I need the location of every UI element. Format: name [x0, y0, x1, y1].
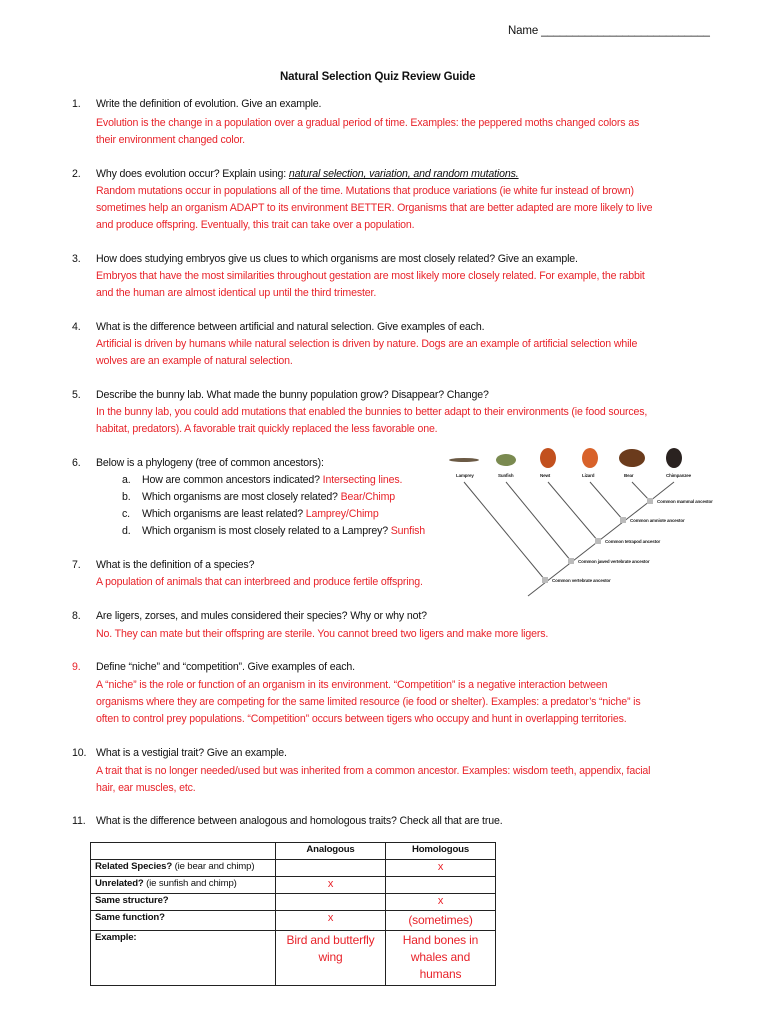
answer-line: their environment changed color.: [96, 134, 245, 146]
cell-homologous: [386, 877, 496, 894]
animal-newt-icon: [540, 448, 556, 468]
organism-label: Lamprey: [456, 473, 474, 478]
table-row: [91, 911, 496, 931]
column-header: Analogous: [276, 843, 386, 860]
ancestor-node: [620, 517, 626, 523]
question-text: What is a vestigial trait? Give an example.: [96, 747, 287, 759]
answer-line: Artificial is driven by humans while natural selection is driven by nature. Dogs are an example of artificial selection while: [96, 338, 638, 350]
question-number: 7.: [72, 559, 81, 571]
answer-line: organisms where they are competing for the same limited resource (ie food or shelter). Examples: a predator’s “niche” is: [96, 696, 641, 708]
cell-homologous: x: [386, 860, 496, 877]
organism-label: Chimpanzee: [666, 473, 692, 478]
row-label-text: Same structure?: [95, 895, 169, 906]
question-number: 8.: [72, 610, 81, 622]
row-label: [91, 911, 276, 931]
ancestor-label: Common tetrapod ancestor: [605, 539, 661, 544]
question-text: Define “niche” and “competition”. Give examples of each.: [96, 661, 355, 673]
cell-homologous: (sometimes): [386, 911, 496, 931]
answer-line: A “niche” is the role or function of an organism in its environment. “Competition” is a negative interaction between: [96, 679, 608, 691]
branch-line: [464, 482, 545, 580]
branch-line: [590, 482, 623, 520]
row-label: [91, 931, 276, 986]
answer-line: A trait that is no longer needed/used but was inherited from a common ancestor. Examples: wisdom teeth, appendix, facial: [96, 765, 651, 777]
answer-line: and the human are almost identical up until the third trimester.: [96, 287, 377, 299]
row-label-text: Example:: [95, 932, 137, 943]
branch-line: [506, 482, 571, 561]
cell-analogous: [276, 860, 386, 877]
sub-question-text: How are common ancestors indicated?: [142, 474, 323, 486]
question-number: 2.: [72, 168, 81, 180]
animal-chimpanzee-icon: [666, 448, 682, 468]
question-number: 5.: [72, 389, 81, 401]
question-number: 6.: [72, 457, 81, 469]
phylogeny-diagram: [440, 440, 740, 600]
organism-label: Newt: [540, 473, 551, 478]
answer-line: Random mutations occur in populations all of the time. Mutations that produce variations (ie white fur instead of brown): [96, 185, 634, 197]
question-text: How does studying embryos give us clues to which organisms are most closely related? Give an example.: [96, 253, 578, 265]
row-label-note: (ie bear and chimp): [172, 861, 255, 872]
ancestor-label: Common jawed vertebrate ancestor: [578, 559, 650, 564]
row-label-text: Same function?: [95, 912, 165, 923]
question-number: 4.: [72, 321, 81, 333]
sub-answer: Sunfish: [390, 525, 426, 537]
organism-label: Sunfish: [498, 473, 514, 478]
sub-letter: d.: [122, 525, 131, 537]
question-text: Describe the bunny lab. What made the bunny population grow? Disappear? Change?: [96, 389, 489, 401]
question-number: 3.: [72, 253, 81, 265]
animal-lamprey-icon: [449, 458, 479, 462]
answer-line: habitat, predators). A favorable trait quickly replaced the less favorable one.: [96, 423, 438, 435]
table-row: [91, 877, 496, 894]
animal-sunfish-icon: [496, 454, 516, 466]
question-text: Below is a phylogeny (tree of common ancestors):: [96, 457, 324, 469]
name-field[interactable]: Name ___________________________: [508, 25, 710, 37]
cell-analogous: [276, 894, 386, 911]
answer-line: and produce offspring. Eventually, this trait can take over a population.: [96, 219, 415, 231]
sub-answer: Lamprey/Chimp: [305, 508, 379, 520]
sub-question: [142, 474, 402, 486]
sub-letter: a.: [122, 474, 131, 486]
sub-question: [142, 525, 425, 537]
sub-question: [142, 491, 395, 503]
table-row: [91, 894, 496, 911]
organism-label: Lizard: [582, 473, 595, 478]
row-label: [91, 877, 276, 894]
question-number: 11.: [72, 815, 86, 827]
question-number: 9.: [72, 661, 81, 673]
column-header: Homologous: [386, 843, 496, 860]
ancestor-node: [647, 498, 653, 504]
ancestor-label: Common vertebrate ancestor: [552, 578, 611, 583]
sub-question-text: Which organisms are least related?: [142, 508, 306, 520]
row-label-note: (ie sunfish and chimp): [143, 878, 237, 889]
cell-homologous: Hand bones in whales and humans: [386, 931, 496, 986]
question-text: [96, 168, 519, 180]
sub-letter: c.: [122, 508, 130, 520]
answer-line: wolves are an example of natural selection.: [96, 355, 293, 367]
question-text: What is the definition of a species?: [96, 559, 255, 571]
cell-analogous: x: [276, 877, 386, 894]
page-title: Natural Selection Quiz Review Guide: [280, 71, 476, 83]
table-row: [91, 860, 496, 877]
ancestor-node: [542, 577, 548, 583]
ancestor-node: [595, 538, 601, 544]
question-text: Write the definition of evolution. Give an example.: [96, 98, 322, 110]
sub-answer: Intersecting lines.: [322, 474, 403, 486]
answer-line: sometimes help an organism ADAPT to its environment BETTER. Organisms that are better adapted are more likely to live: [96, 202, 653, 214]
sub-letter: b.: [122, 491, 131, 503]
answer-line: In the bunny lab, you could add mutations that enabled the bunnies to better adapt to their environments (ie food sources,: [96, 406, 648, 418]
ancestor-label: Common amniote ancestor: [630, 518, 685, 523]
sub-question-text: Which organisms are most closely related?: [142, 491, 341, 503]
question-text: What is the difference between analogous and homologous traits? Check all that are true.: [96, 815, 503, 827]
answer-line: often to control prey populations. “Competition” occurs between tigers who occupy and hunt in overlapping territories.: [96, 713, 627, 725]
question-number: 10.: [72, 747, 87, 759]
row-label-text: Related Species?: [95, 861, 173, 872]
animal-bear-icon: [619, 449, 645, 467]
question-number: 1.: [72, 98, 81, 110]
sub-question-text: Which organism is most closely related to a Lamprey?: [142, 525, 391, 537]
answer-line: No. They can mate but their offspring are sterile. You cannot breed two ligers and make more ligers.: [96, 628, 549, 640]
ancestor-node: [568, 558, 574, 564]
organism-label: Bear: [624, 473, 634, 478]
cell-homologous: x: [386, 894, 496, 911]
question-text: What is the difference between artificial and natural selection. Give examples of each.: [96, 321, 485, 333]
question-text-part: Why does evolution occur? Explain using:: [96, 168, 289, 180]
sub-answer: Bear/Chimp: [340, 491, 396, 503]
row-label-text: Unrelated?: [95, 878, 144, 889]
answer-line: hair, ear muscles, etc.: [96, 782, 196, 794]
table-row: [91, 931, 496, 986]
branch-line: [548, 482, 598, 541]
question-text: Are ligers, zorses, and mules considered their species? Why or why not?: [96, 610, 427, 622]
cell-analogous: x: [276, 911, 386, 931]
ancestor-label: Common mammal ancestor: [657, 499, 713, 504]
answer-line: Evolution is the change in a population over a gradual period of time. Examples: the peppered moths changed colors as: [96, 117, 640, 129]
row-label: [91, 894, 276, 911]
table-header-row: [91, 843, 496, 860]
row-label: [91, 860, 276, 877]
question-emphasis: natural selection, variation, and random mutations.: [288, 168, 519, 180]
answer-line: Embryos that have the most similarities throughout gestation are most likely more closely related. For example, the rabbit: [96, 270, 645, 282]
sub-question: [142, 508, 379, 520]
answer-line: A population of animals that can interbreed and produce fertile offspring.: [96, 576, 423, 588]
cell-analogous: Bird and butterfly wing: [276, 931, 386, 986]
animal-lizard-icon: [582, 448, 598, 468]
column-header: [91, 843, 276, 860]
traits-table: [90, 842, 496, 986]
